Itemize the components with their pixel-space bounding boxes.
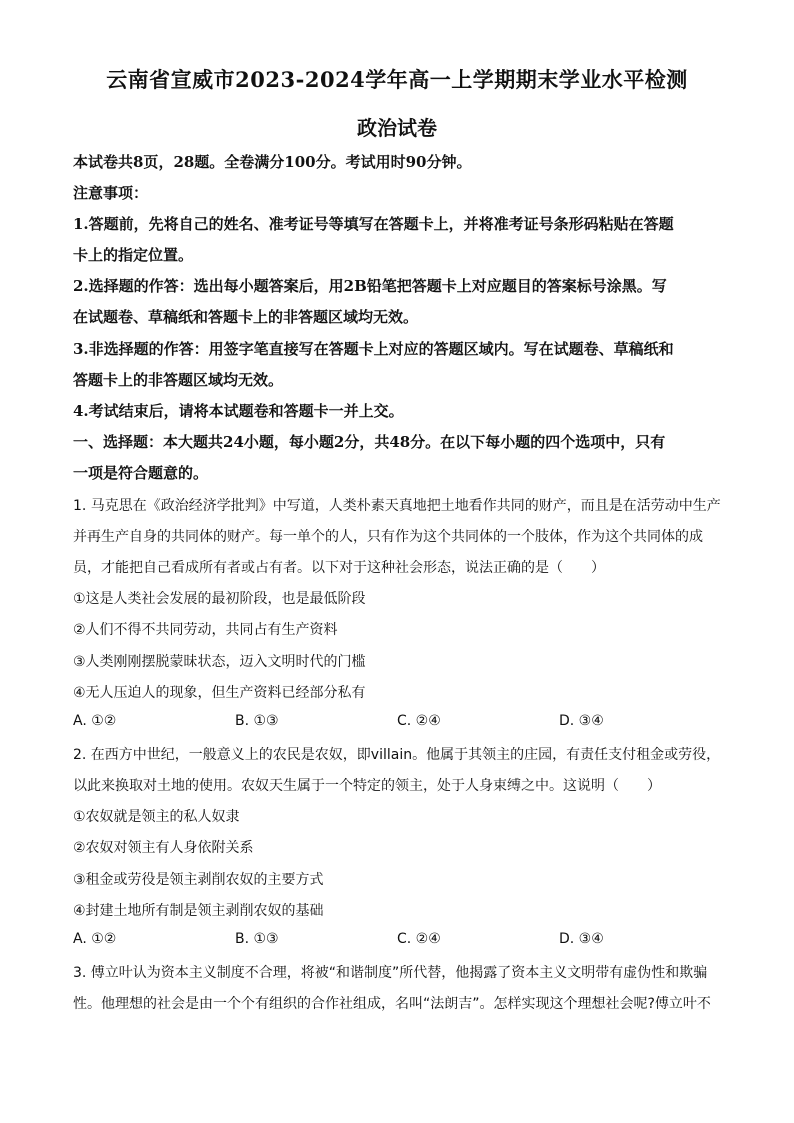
notice-item-1: 1.答题前，先将自己的姓名、准考证号等填写在答题卡上，并将准考证号条形码粘贴在答题 xyxy=(73,215,674,233)
section-heading-cont: 一项是符合题意的。 xyxy=(73,464,209,482)
q2-statement: ①农奴就是领主的私人奴隶 xyxy=(73,809,240,825)
q1-statement: ①这是人类社会发展的最初阶段，也是最低阶段 xyxy=(73,591,366,607)
q2-statement: ④封建土地所有制是领主剥削农奴的基础 xyxy=(73,903,324,919)
q1-option-a[interactable]: A. ①② xyxy=(73,713,117,729)
notice-item-2-cont: 在试题卷、草稿纸和答题卡上的非答题区域均无效。 xyxy=(73,308,419,326)
q2-option-a[interactable]: A. ①② xyxy=(73,931,117,947)
notice-item-3-cont: 答题卡上的非答题区域均无效。 xyxy=(73,371,284,389)
q3-stem: 3. 傅立叶认为资本主义制度不合理，将被“和谐制度”所代替，他揭露了资本主义文明带有虚伪性和欺骗 xyxy=(73,965,708,981)
intro-line: 本试卷共8页，28题。全卷满分100分。考试用时90分钟。 xyxy=(73,153,472,171)
q2-option-c[interactable]: C. ②④ xyxy=(397,931,441,947)
q1-option-d[interactable]: D. ③④ xyxy=(559,713,604,729)
q1-statement: ③人类刚刚摆脱蒙昧状态，迈入文明时代的门槛 xyxy=(73,654,366,670)
notice-heading: 注意事项： xyxy=(73,184,149,202)
notice-item-3: 3.非选择题的作答：用签字笔直接写在答题卡上对应的答题区域内。写在试题卷、草稿纸和 xyxy=(73,340,674,358)
q2-options xyxy=(73,931,723,951)
section-heading: 一、选择题：本大题共24小题，每小题2分，共48分。在以下每小题的四个选项中，只有 xyxy=(73,433,666,451)
q2-statement: ③租金或劳役是领主剥削农奴的主要方式 xyxy=(73,872,324,888)
q2-stem: 2. 在西方中世纪，一般意义上的农民是农奴，即villain。他属于其领主的庄园，有责任支付租金或劳役， xyxy=(73,747,721,763)
exam-subject: 政治试卷 xyxy=(357,116,437,140)
q2-statement: ②农奴对领主有人身依附关系 xyxy=(73,840,254,856)
q1-statement: ④无人压迫人的现象，但生产资料已经部分私有 xyxy=(73,685,366,701)
q1-option-b[interactable]: B. ①③ xyxy=(235,713,279,729)
notice-item-4: 4.考试结束后，请将本试题卷和答题卡一并上交。 xyxy=(73,402,404,420)
q2-option-d[interactable]: D. ③④ xyxy=(559,931,604,947)
notice-item-1-cont: 卡上的指定位置。 xyxy=(73,246,194,264)
q1-stem: 1. 马克思在《政治经济学批判》中写道，人类朴素天真地把土地看作共同的财产，而且是在活劳动中生产 xyxy=(73,498,721,514)
exam-title: 云南省宣威市2023-2024学年高一上学期期末学业水平检测 xyxy=(106,67,688,92)
q1-option-c[interactable]: C. ②④ xyxy=(397,713,441,729)
q2-stem: 以此来换取对土地的使用。农奴天生属于一个特定的领主，处于人身束缚之中。这说明（ ） xyxy=(73,778,661,794)
q1-stem: 员，才能把自己看成所有者或占有者。以下对于这种社会形态，说法正确的是（ ） xyxy=(73,560,605,576)
q1-options xyxy=(73,713,723,733)
q1-statement: ②人们不得不共同劳动，共同占有生产资料 xyxy=(73,622,338,638)
notice-item-2: 2.选择题的作答：选出每小题答案后，用2B铅笔把答题卡上对应题目的答案标号涂黑。写 xyxy=(73,277,667,295)
q1-stem: 并再生产自身的共同体的财产。每一单个的人，只有作为这个共同体的一个肢体，作为这个共同体的成 xyxy=(73,529,703,545)
q2-option-b[interactable]: B. ①③ xyxy=(235,931,279,947)
q3-stem: 性。他理想的社会是由一个个有组织的合作社组成，名叫“法朗吉”。怎样实现这个理想社会呢?傅立叶不 xyxy=(73,996,711,1012)
